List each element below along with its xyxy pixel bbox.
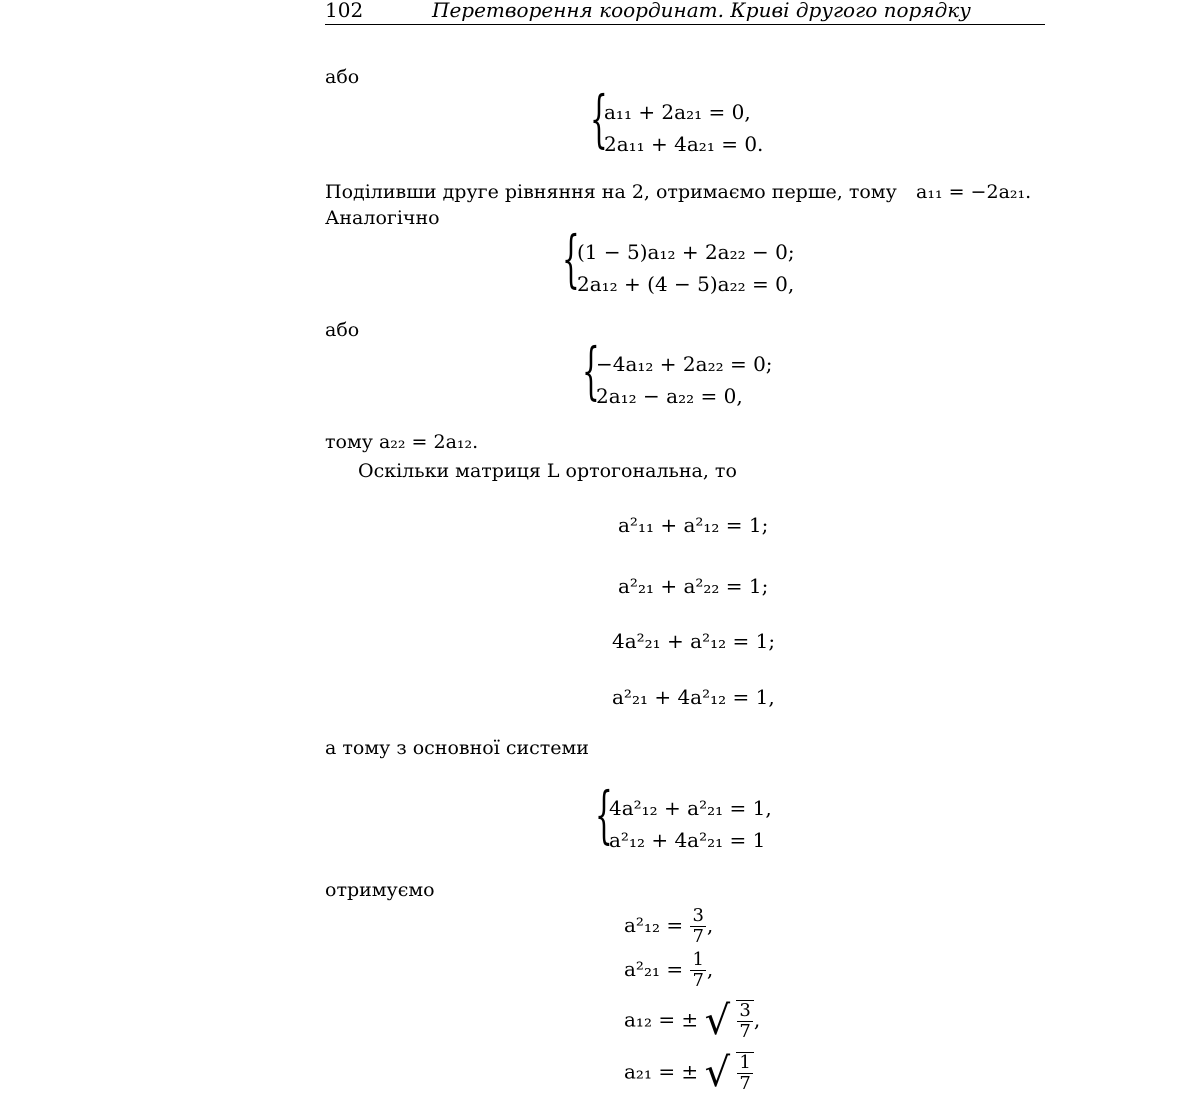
equation-2: a²₂₁ + a²₂₂ = 1;	[618, 574, 769, 598]
result-2	[624, 950, 713, 991]
result-1-numerator: 3	[692, 905, 704, 926]
result-2-fraction	[690, 950, 705, 991]
result-3	[624, 998, 760, 1044]
result-3-lhs: a₁₂ = ±	[624, 1007, 699, 1032]
result-1-denominator: 7	[692, 926, 704, 947]
text-abo-1: або	[325, 66, 360, 88]
system-1	[604, 96, 763, 160]
result-4-lhs: a₂₁ = ±	[624, 1059, 699, 1084]
sqrt-sign-icon: √	[704, 998, 731, 1044]
sqrt-sign-icon: √	[704, 1050, 731, 1096]
result-3-denominator: 7	[739, 1021, 751, 1042]
result-4-sqrt	[705, 1050, 754, 1096]
result-4-numerator: 1	[739, 1052, 751, 1073]
result-1	[624, 906, 713, 947]
result-2-denominator: 7	[692, 970, 704, 991]
system-2	[577, 236, 795, 300]
text-oskilky: Оскільки матриця L ортогональна, то	[358, 460, 737, 482]
result-2-lhs: a²₂₁ =	[624, 957, 684, 981]
result-4-denominator: 7	[739, 1073, 751, 1094]
system-3-line-2: 2a₁₂ − a₂₂ = 0,	[596, 384, 743, 408]
page-number: 102	[325, 0, 364, 22]
text-a-tomu: а тому з основної системи	[325, 737, 589, 759]
paragraph-1-formula: a₁₁ = −2a₂₁.	[916, 181, 1032, 203]
system-2-line-2: 2a₁₂ + (4 − 5)a₂₂ = 0,	[577, 272, 795, 296]
system-4	[609, 792, 772, 856]
result-3-tail: ,	[753, 1007, 761, 1032]
result-2-tail: ,	[706, 957, 714, 981]
result-4-fraction	[737, 1053, 752, 1094]
running-title: Перетворення координат. Криві другого порядку	[432, 0, 971, 22]
system-3	[596, 348, 773, 412]
result-3-fraction	[737, 1001, 752, 1042]
result-3-radicand	[736, 1000, 753, 1042]
result-3-numerator: 3	[739, 1000, 751, 1021]
system-3-line-1: −4a₁₂ + 2a₂₂ = 0;	[596, 352, 773, 376]
system-2-line-1: (1 − 5)a₁₂ + 2a₂₂ − 0;	[577, 240, 795, 264]
text-otrymuiemo: отримуємо	[325, 879, 435, 901]
result-2-numerator: 1	[692, 949, 704, 970]
equation-1: a²₁₁ + a²₁₂ = 1;	[618, 513, 769, 537]
result-1-tail: ,	[706, 913, 714, 937]
equation-4: a²₂₁ + 4a²₁₂ = 1,	[612, 685, 775, 709]
result-4-radicand	[736, 1052, 753, 1094]
system-1-line-1: a₁₁ + 2a₂₁ = 0,	[604, 100, 751, 124]
system-1-line-2: 2a₁₁ + 4a₂₁ = 0.	[604, 132, 764, 156]
equation-3: 4a²₂₁ + a²₁₂ = 1;	[612, 629, 776, 653]
brace-system-4: {	[595, 778, 613, 851]
system-4-line-2: a²₁₂ + 4a²₂₁ = 1	[609, 828, 766, 852]
brace-system-2: {	[562, 222, 580, 295]
text-tomu: тому a₂₂ = 2a₁₂.	[325, 431, 479, 453]
system-4-line-1: 4a²₁₂ + a²₂₁ = 1,	[609, 796, 772, 820]
text-analogichno: Аналогічно	[325, 207, 440, 229]
result-1-lhs: a²₁₂ =	[624, 913, 684, 937]
result-3-sqrt	[705, 998, 754, 1044]
result-1-fraction	[690, 906, 705, 947]
result-4	[624, 1050, 754, 1096]
paragraph-1	[325, 181, 897, 203]
page-header	[325, 0, 1045, 25]
text-abo-2: або	[325, 319, 360, 341]
brace-system-1: {	[590, 82, 608, 155]
paragraph-1-text: Поділивши друге рівняння на 2, отримаємо перше, тому	[325, 181, 897, 203]
brace-system-3: {	[582, 334, 600, 407]
